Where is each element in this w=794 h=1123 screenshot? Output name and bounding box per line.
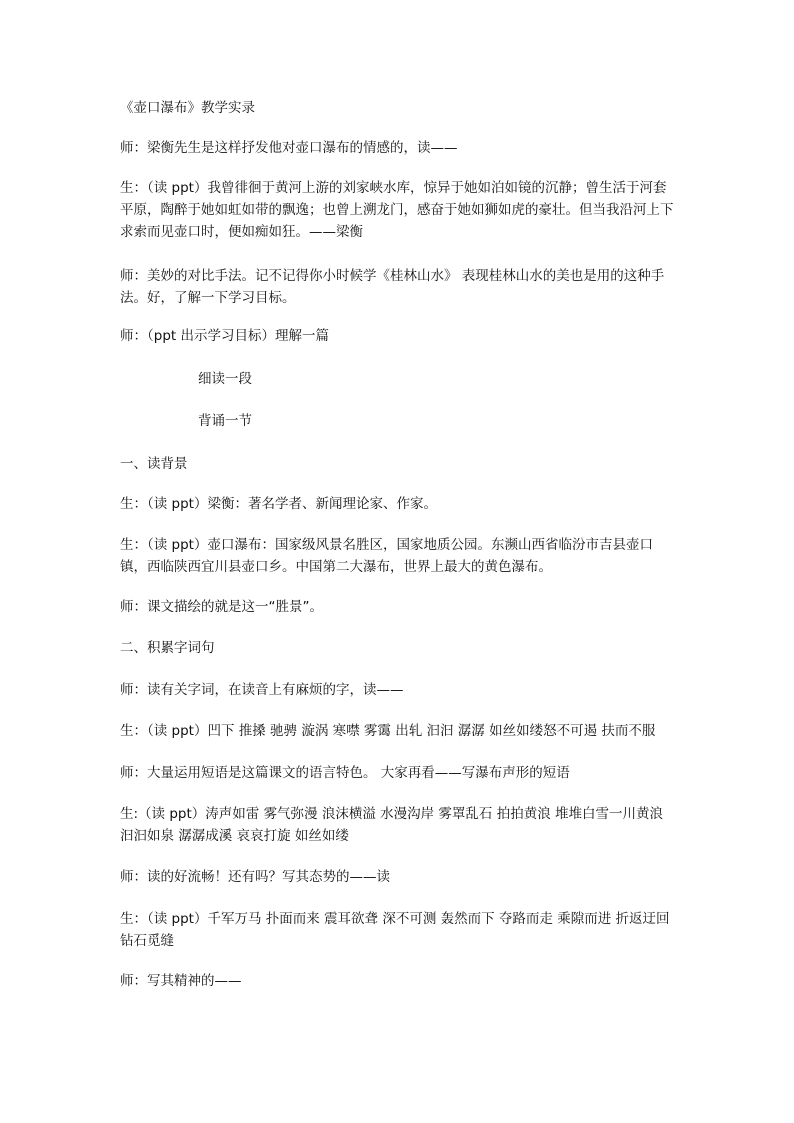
paragraph: 生：（读 ppt）梁衡：著名学者、新闻理论家、作家。 — [120, 496, 437, 512]
paragraph: 细读一段 — [198, 371, 252, 387]
paragraph: 师：写其精神的—— — [120, 973, 242, 989]
section-heading: 二、积累字词句 — [120, 640, 215, 656]
paragraph: 师：美妙的对比手法。记不记得你小时候学《桂林山水》 表现桂林山水的美也是用的这种手法。好，了解一下学习目标。 — [120, 268, 665, 306]
section-heading: 一、读背景 — [120, 456, 188, 472]
paragraph: 生：（读 ppt）凹下 推搡 驰骋 漩涡 寒噤 雾霭 出轧 汩汩 潺潺 如丝如缕怒不可遏 扶而不服 — [120, 723, 656, 739]
paragraph: 生：（读 ppt）千军万马 扑面而来 震耳欲聋 深不可测 轰然而下 夺路而走 乘隙而进 折返迂回 钻石觅缝 — [120, 911, 670, 949]
paragraph: 师：梁衡先生是这样抒发他对壶口瀑布的情感的，读—— — [120, 140, 458, 156]
paragraph: 师：课文描绘的就是这一“胜景”。 — [120, 599, 323, 615]
paragraph: 背诵一节 — [198, 413, 252, 429]
paragraph: 师：读有关字词，在读音上有麻烦的字，读—— — [120, 682, 404, 698]
paragraph: 生:（读 ppt）涛声如雷 雾气弥漫 浪沫横溢 水漫沟岸 雾罩乱石 拍拍黄浪 堆堆白雪一川黄浪 汩汩如泉 潺潺成溪 哀哀打旋 如丝如缕 — [120, 806, 664, 844]
paragraph: 师：读的好流畅！还有吗？写其态势的——读 — [120, 869, 390, 885]
paragraph: 师：大量运用短语是这篇课文的语言特色。 大家再看——写瀑布声形的短语 — [120, 765, 570, 781]
paragraph: 生：（读 ppt）壶口瀑布：国家级风景名胜区，国家地质公园。东濒山西省临汾市吉县壶口镇，西临陕西宜川县壶口乡。中国第二大瀑布，世界上最大的黄色瀑布。 — [120, 537, 653, 575]
paragraph: 师：（ppt 出示学习目标）理解一篇 — [120, 328, 329, 344]
document-title: 《壶口瀑布》教学实录 — [120, 100, 255, 116]
paragraph: 生：（读 ppt）我曾徘徊于黄河上游的刘家峡水库，惊异于她如泊如镜的沉静；曾生活于河套平原，陶醉于她如虹如带的飘逸；也曾上溯龙门，感奋于她如狮如虎的豪壮。但当我沿河上下求索而见壶口时，便如痴如狂。——梁衡 — [120, 180, 674, 240]
